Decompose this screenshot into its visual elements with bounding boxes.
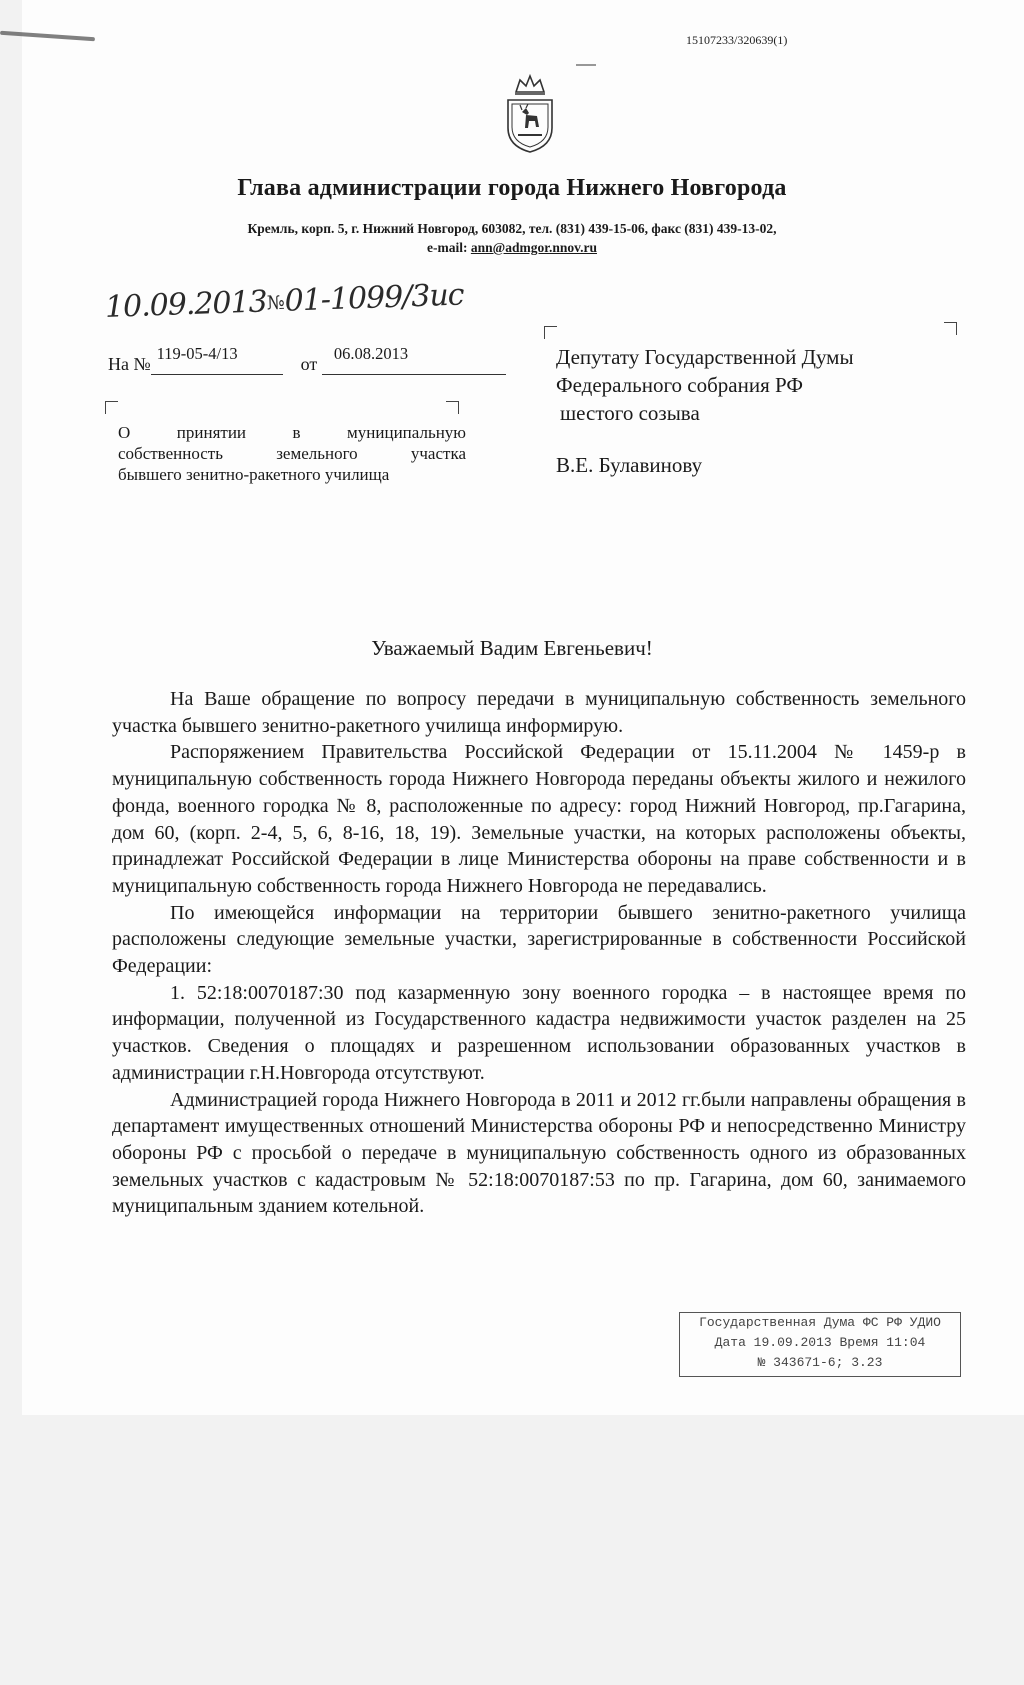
outgoing-date: 10.09.2013 <box>104 284 268 325</box>
incoming-date: 06.08.2013 <box>333 344 409 363</box>
stamp-line: Дата 19.09.2013 Время 11:04 <box>714 1335 926 1350</box>
salutation: Уважаемый Вадим Евгеньевич! <box>371 636 653 660</box>
subject-bracket-right <box>446 401 459 414</box>
stamp-line: Государственная Дума ФС РФ УДИО <box>699 1315 941 1330</box>
scan-artifact <box>576 64 596 66</box>
document-reference-number: 15107233/320639(1) <box>686 33 788 47</box>
letterhead-title: Глава администрации города Нижнего Новгорода <box>237 175 787 201</box>
body-paragraph: Администрацией города Нижнего Новгорода в 2011 и 2012 гг.были направлены обращения в департамент имущественных отношений Министерства обороны РФ и непосредственно Министру обороны РФ с просьбой о передаче в муниципальную собственность одного из образованных земельных участков с кадастровым № 52:18:0070187:53 по пр. Гагарина, дом 60, занимаемого муниципальным зданием котельной. <box>112 1088 966 1218</box>
incoming-number: 119-05-4/13 <box>156 344 238 363</box>
addressee-line: Федерального собрания РФ <box>556 373 803 397</box>
body-paragraph: 1. 52:18:0070187:30 под казарменную зону военного городка – в настоящее время по информации, полученной из Государственного кадастра недвижимости участок разделен на 25 участков. Сведения о площадях и разрешенном использовании образованных участков в администрации г.Н.Новгорода отсутствуют. <box>112 981 966 1084</box>
letterhead-email-line <box>0 240 1024 256</box>
registration-stamp <box>679 1312 961 1377</box>
subject-line: собственность земельного участка <box>118 444 466 463</box>
subject-line: бывшего зенитно-ракетного училища <box>118 465 390 484</box>
email-link[interactable]: ann@admgor.nnov.ru <box>470 240 597 255</box>
incoming-number-field <box>151 344 283 375</box>
addressee-block <box>556 343 854 479</box>
ref-ot-label: от <box>300 354 318 374</box>
letterhead-address: Кремль, корп. 5, г. Нижний Новгород, 603082, тел. (831) 439-15-06, факс (831) 439-13-02, <box>247 221 777 236</box>
outgoing-number: 01-1099/3ис <box>284 277 465 319</box>
incoming-reference <box>108 344 506 375</box>
subject-bracket-left <box>105 401 118 414</box>
coat-of-arms-icon <box>502 72 558 156</box>
incoming-date-field <box>322 344 506 375</box>
addressee-line: шестого созыва <box>560 401 700 425</box>
body-paragraph: По имеющейся информации на территории бывшего зенитно-ракетного училища расположены следующие земельные участки, зарегистрированные в собственности Российской Федерации: <box>112 901 966 978</box>
addressee-bracket-left <box>544 326 557 339</box>
letter-body <box>112 686 966 1220</box>
addressee-name: В.Е. Булавинову <box>556 453 703 477</box>
subject-line: О принятии в муниципальную <box>118 423 466 442</box>
letter-subject <box>118 422 466 485</box>
stamp-line: № 343671-6; 3.23 <box>757 1355 883 1370</box>
addressee-line: Депутату Государственной Думы <box>556 345 854 369</box>
addressee-bracket-right <box>944 322 957 335</box>
ref-na-label: На № <box>108 354 151 374</box>
email-label: e-mail: <box>427 240 471 255</box>
number-sign: № <box>266 291 286 315</box>
body-paragraph: Распоряжением Правительства Российской Федерации от 15.11.2004 № 1459-р в муниципальную собственность города Нижнего Новгорода переданы объекты жилого и нежилого фонда, военного городка № 8, расположенные по адресу: город Нижний Новгород, пр.Гагарина, дом 60, (корп. 2-4, 5, 6, 8-16, 18, 19). Земельные участки, на которых расположены объекты, принадлежат Российской Федерации в лице Министерства обороны на праве собственности и в муниципальную собственность города Нижнего Новгорода не передавались. <box>112 741 966 897</box>
body-paragraph: На Ваше обращение по вопросу передачи в муниципальную собственность земельного участка бывшего зенитно-ракетного училища информирую. <box>112 688 966 737</box>
